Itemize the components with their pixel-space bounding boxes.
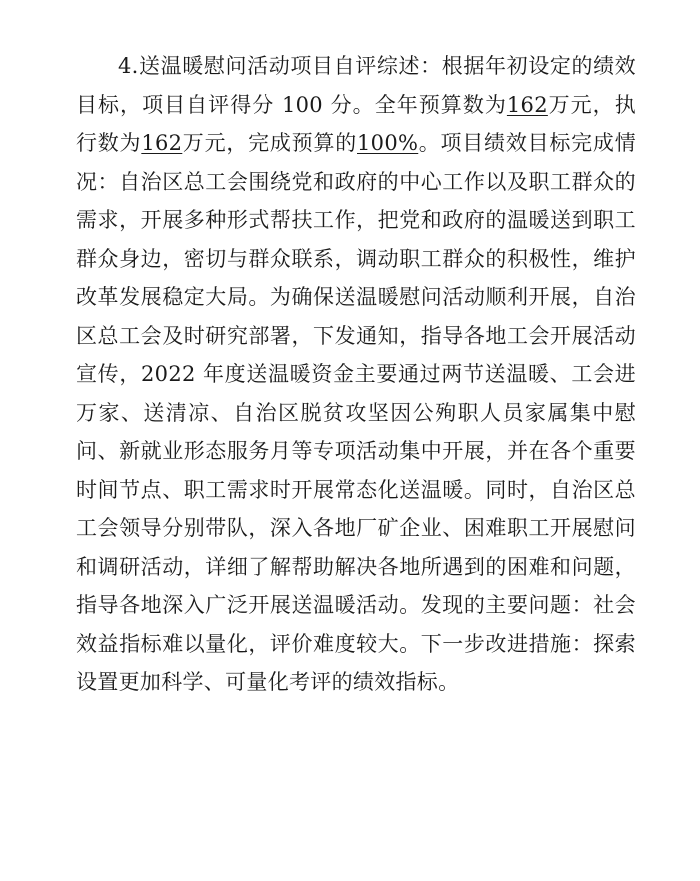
budget-amount: 162	[506, 92, 548, 117]
completion-rate: 100%	[357, 131, 419, 155]
executed-amount: 162	[141, 131, 183, 155]
paragraph-text-4: 。项目绩效目标完成情况：自治区总工会围绕党和政府的中心工作以及职工群众的需求，开展多种形式帮扶工作，把党和政府的温暖送到职工群众身边，密切与群众联系，调动职工群众的积极性，维护改革发展稳定大局。为确保送温暖慰问活动顺利开展，自治区总工会及时研究部署，下发通知，指导各地工会开展活动宣传，2022 年度送温暖资金主要通过两节送温暖、工会进万家、送清凉、自治区脱贫攻坚因公殉职人员家属集中慰问、新就业形态服务月等专项活动集中开展，并在各个重要时间节点、职工需求时开展常态化送温暖。同时，自治区总工会领导分别带队，深入各地厂矿企业、困难职工开展慰问和调研活动，详细了解帮助解决各地所遇到的困难和问题，指导各地深入广泛开展送温暖活动。发现的主要问题：社会效益指标难以量化，评价难度较大。下一步改进措施：探索设置更加科学、可量化考评的绩效指标。	[76, 131, 637, 694]
paragraph-text-3: 万元，完成预算的	[182, 131, 357, 155]
paragraph-text-2: 万元，执行数为	[76, 92, 636, 155]
evaluation-paragraph	[76, 47, 636, 702]
paragraph-text-1: 4.送温暖慰问活动项目自评综述：根据年初设定的绩效目标，项目自评得分 100 分。全年预算数为	[76, 54, 636, 117]
